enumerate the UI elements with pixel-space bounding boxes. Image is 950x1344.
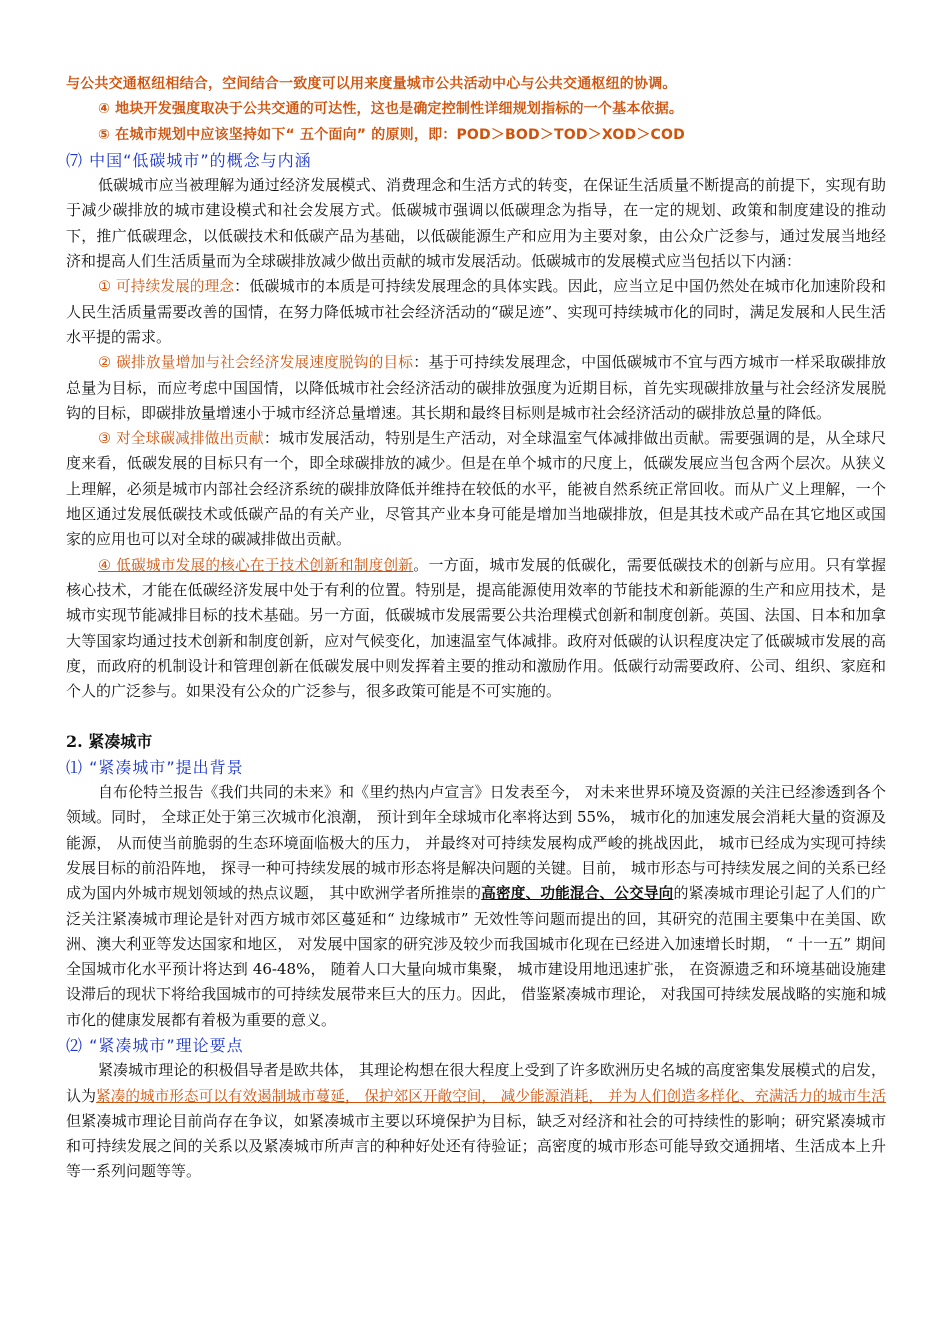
item-4-text: 。一方面，城市发展的低碳化，需要低碳技术的创新与应用。只有掌握核心技术，才能在低碳经济发展中处于有利的位置。特别是，提高能源使用效率的节能技术和新能源的生产和应用技术，是城市实现节能减排目标的技术基础。另一方面，低碳城市发展需要公共治理模式创新和制度创新。英国、法国、日本和加拿大等国家均通过技术创新和制度创新，应对气候变化，加速温室气体减排。政府对低碳的认识程度决定了低碳城市发展的高度，而政府的机制设计和管理创新在低碳发展中则发挥着主要的推动和激励作用。低碳行动需要政府、公司、组织、家庭和个人的广泛参与。如果没有公众的广泛参与，很多政策可能是不可实施的。 (66, 555, 886, 701)
heading-low-carbon-city: ⑺ 中国“低碳城市”的概念与内涵 (66, 150, 312, 170)
section-title-compact-city: 2. 紧凑城市 (66, 732, 153, 752)
item-1-label: ① 可持续发展的理念 (98, 278, 235, 296)
paragraph-low-carbon-intro: 低碳城市应当被理解为通过经济发展模式、消费理念和生活方式的转变，在保证生活质量不断提高的前提下，实现有助于减少碳排放的城市建设模式和社会发展方式。低碳城市强调以低碳理念为指导，在一定的规划、政策和制度建设的推动下，推广低碳理念，以低碳技术和低碳产品为基础，以低碳能源生产和应用为主要对象，由公众广泛参与，通过发展当地经济和提高人们生活质量而为全球碳排放减少做出贡献的城市发展活动。低碳城市的发展模式应当包括以下内涵： (66, 176, 886, 271)
item-2-label: ② 碳排放量增加与社会经济发展速度脱钩的目标 (98, 354, 414, 372)
item-3-label: ③ 对全球碳减排做出贡献 (98, 430, 264, 448)
compact-bg-text-b: 的紧凑城市理论引起了人们的广泛关注紧凑城市理论是针对西方城市郊区蔓延和“ 边缘城市” 无效性等问题而提出的回，其研究的范围主要集中在美国、欧洲、澳大利亚等发达国家和地区， 对发展中国家的研究涉及较少而我国城市化现在已经进入加速增长时期， “ 十一五” 期间全国城市化水平预计将达到 46-48%， 随着人口大量向城市集聚， 城市建设用地迅速扩张， 在资源遗乏和环境基础设施建设滞后的现状下将给我国城市的可持续发展带来巨大的压力。因此， 借鉴紧凑城市理论， 对我国可持续发展战略的实施和城市化的健康发展都有着极为重要的意义。 (66, 884, 886, 1029)
document-page (66, 72, 886, 1185)
paragraph-item-2 (66, 350, 886, 426)
item-4-label: ④ 低碳城市发展的核心在于技术创新和制度创新 (98, 556, 414, 574)
point-4-development-intensity: ④ 地块开发强度取决于公共交通的可达性，这也是确定控制性详细规划指标的一个基本依据。 (98, 101, 684, 118)
item-3-text: ：城市发展活动，特别是生产活动，对全球温室气体减排做出贡献。需要强调的是，从全球尺度来看，低碳发展的目标只有一个，即全球碳排放的减少。但是在单个城市的尺度上，低碳发展应当包含两个层次。从狭义上理解，必须是城市内部社会经济系统的碳排放降低并维持在较低的水平，能被自然系统正常回收。而从广义上理解，一个地区通过发展低碳技术或低碳产品的有关产业，尽管其产业本身可能是增加当地碳排放，但是其技术或产品在其它地区或国家的应用也可以对全球的碳减排做出贡献。 (66, 429, 886, 549)
point-5-five-orientations: ⑤ 在城市规划中应该坚持如下“ 五个面向” 的原则，即：POD＞BOD＞TOD＞XOD＞COD (98, 126, 685, 143)
paragraph-compact-background (66, 780, 886, 1033)
paragraph-item-1 (66, 274, 886, 350)
paragraph-compact-theory (66, 1058, 886, 1184)
item-1-text: ：低碳城市的本质是可持续发展理念的具体实践。因此，应当立足中国仍然处在城市化加速阶段和人民生活质量需要改善的国情，在努力降低城市社会经济活动的“碳足迹”、实现可持续城市化的同时，满足发展和人民生活水平提的需求。 (66, 277, 886, 346)
compact-theory-text-a: 紧凑城市理论的积极倡导者是欧共体， 其理论构想在很大程度上受到了许多欧洲历史名城的高度密集发展模式的启发， 认为 (66, 1061, 886, 1105)
item-2-text: ：基于可持续发展理念，中国低碳城市不宜与西方城市一样采取碳排放总量为目标，而应考虑中国国情，以降低城市社会经济活动的碳排放强度为近期目标，首先实现碳排放量与社会经济发展脱钩的目标，即碳排放量增速小于城市经济总量增速。其长期和最终目标则是城市社会经济活动的碳排放总量的降低。 (66, 353, 886, 422)
paragraph-transit-hub: 与公共交通枢纽相结合，空间结合一致度可以用来度量城市公共活动中心与公共交通枢纽的协调。 (66, 76, 677, 92)
section-spacer (66, 704, 886, 729)
heading-compact-theory: ⑵ “紧凑城市”理论要点 (66, 1035, 244, 1055)
compact-theory-emphasis: 紧凑的城市形态可以有效遏制城市蔓延， 保护郊区开敞空间， 减少能源消耗， 并为人们创造多样化、充满活力的城市生活 (96, 1087, 886, 1105)
heading-compact-background: ⑴ “紧凑城市”提出背景 (66, 757, 244, 777)
paragraph-item-3 (66, 426, 886, 552)
compact-bg-emphasis: 高密度、功能混合、公交导向 (481, 885, 674, 903)
compact-theory-text-b: 但紧凑城市理论目前尚存在争议，如紧凑城市主要以环境保护为目标，缺乏对经济和社会的可持续性的影响；研究紧凑城市和可持续发展之间的关系以及紧凑城市所声言的种种好处还有待验证；高密度的城市形态可能导致交通拥堵、生活成本上升等一系列问题等等。 (66, 1111, 886, 1181)
paragraph-item-4 (66, 553, 886, 705)
compact-bg-text-a: 自布伦特兰报告《我们共同的未来》和《里约热内卢宣言》日发表至今， 对未来世界环境及资源的关注已经渗透到各个领域。同时， 全球正处于第三次城市化浪潮， 预计到年全球城市化率将达到 55%， 城市化的加速发展会消耗大量的资源及能源， 从而使当前脆弱的生态环境面临极大的压力， 并最终对可持续发展构成严峻的挑战因此， 城市已经成为实现可持续发展目标的前沿阵地， 探寻一种可持续发展的城市形态将是解决问题的关键。目前， 城市形态与可持续发展之间的关系已经成为国内外城市规划领域的热点议题， 其中欧洲学者所推崇的 (66, 783, 886, 903)
